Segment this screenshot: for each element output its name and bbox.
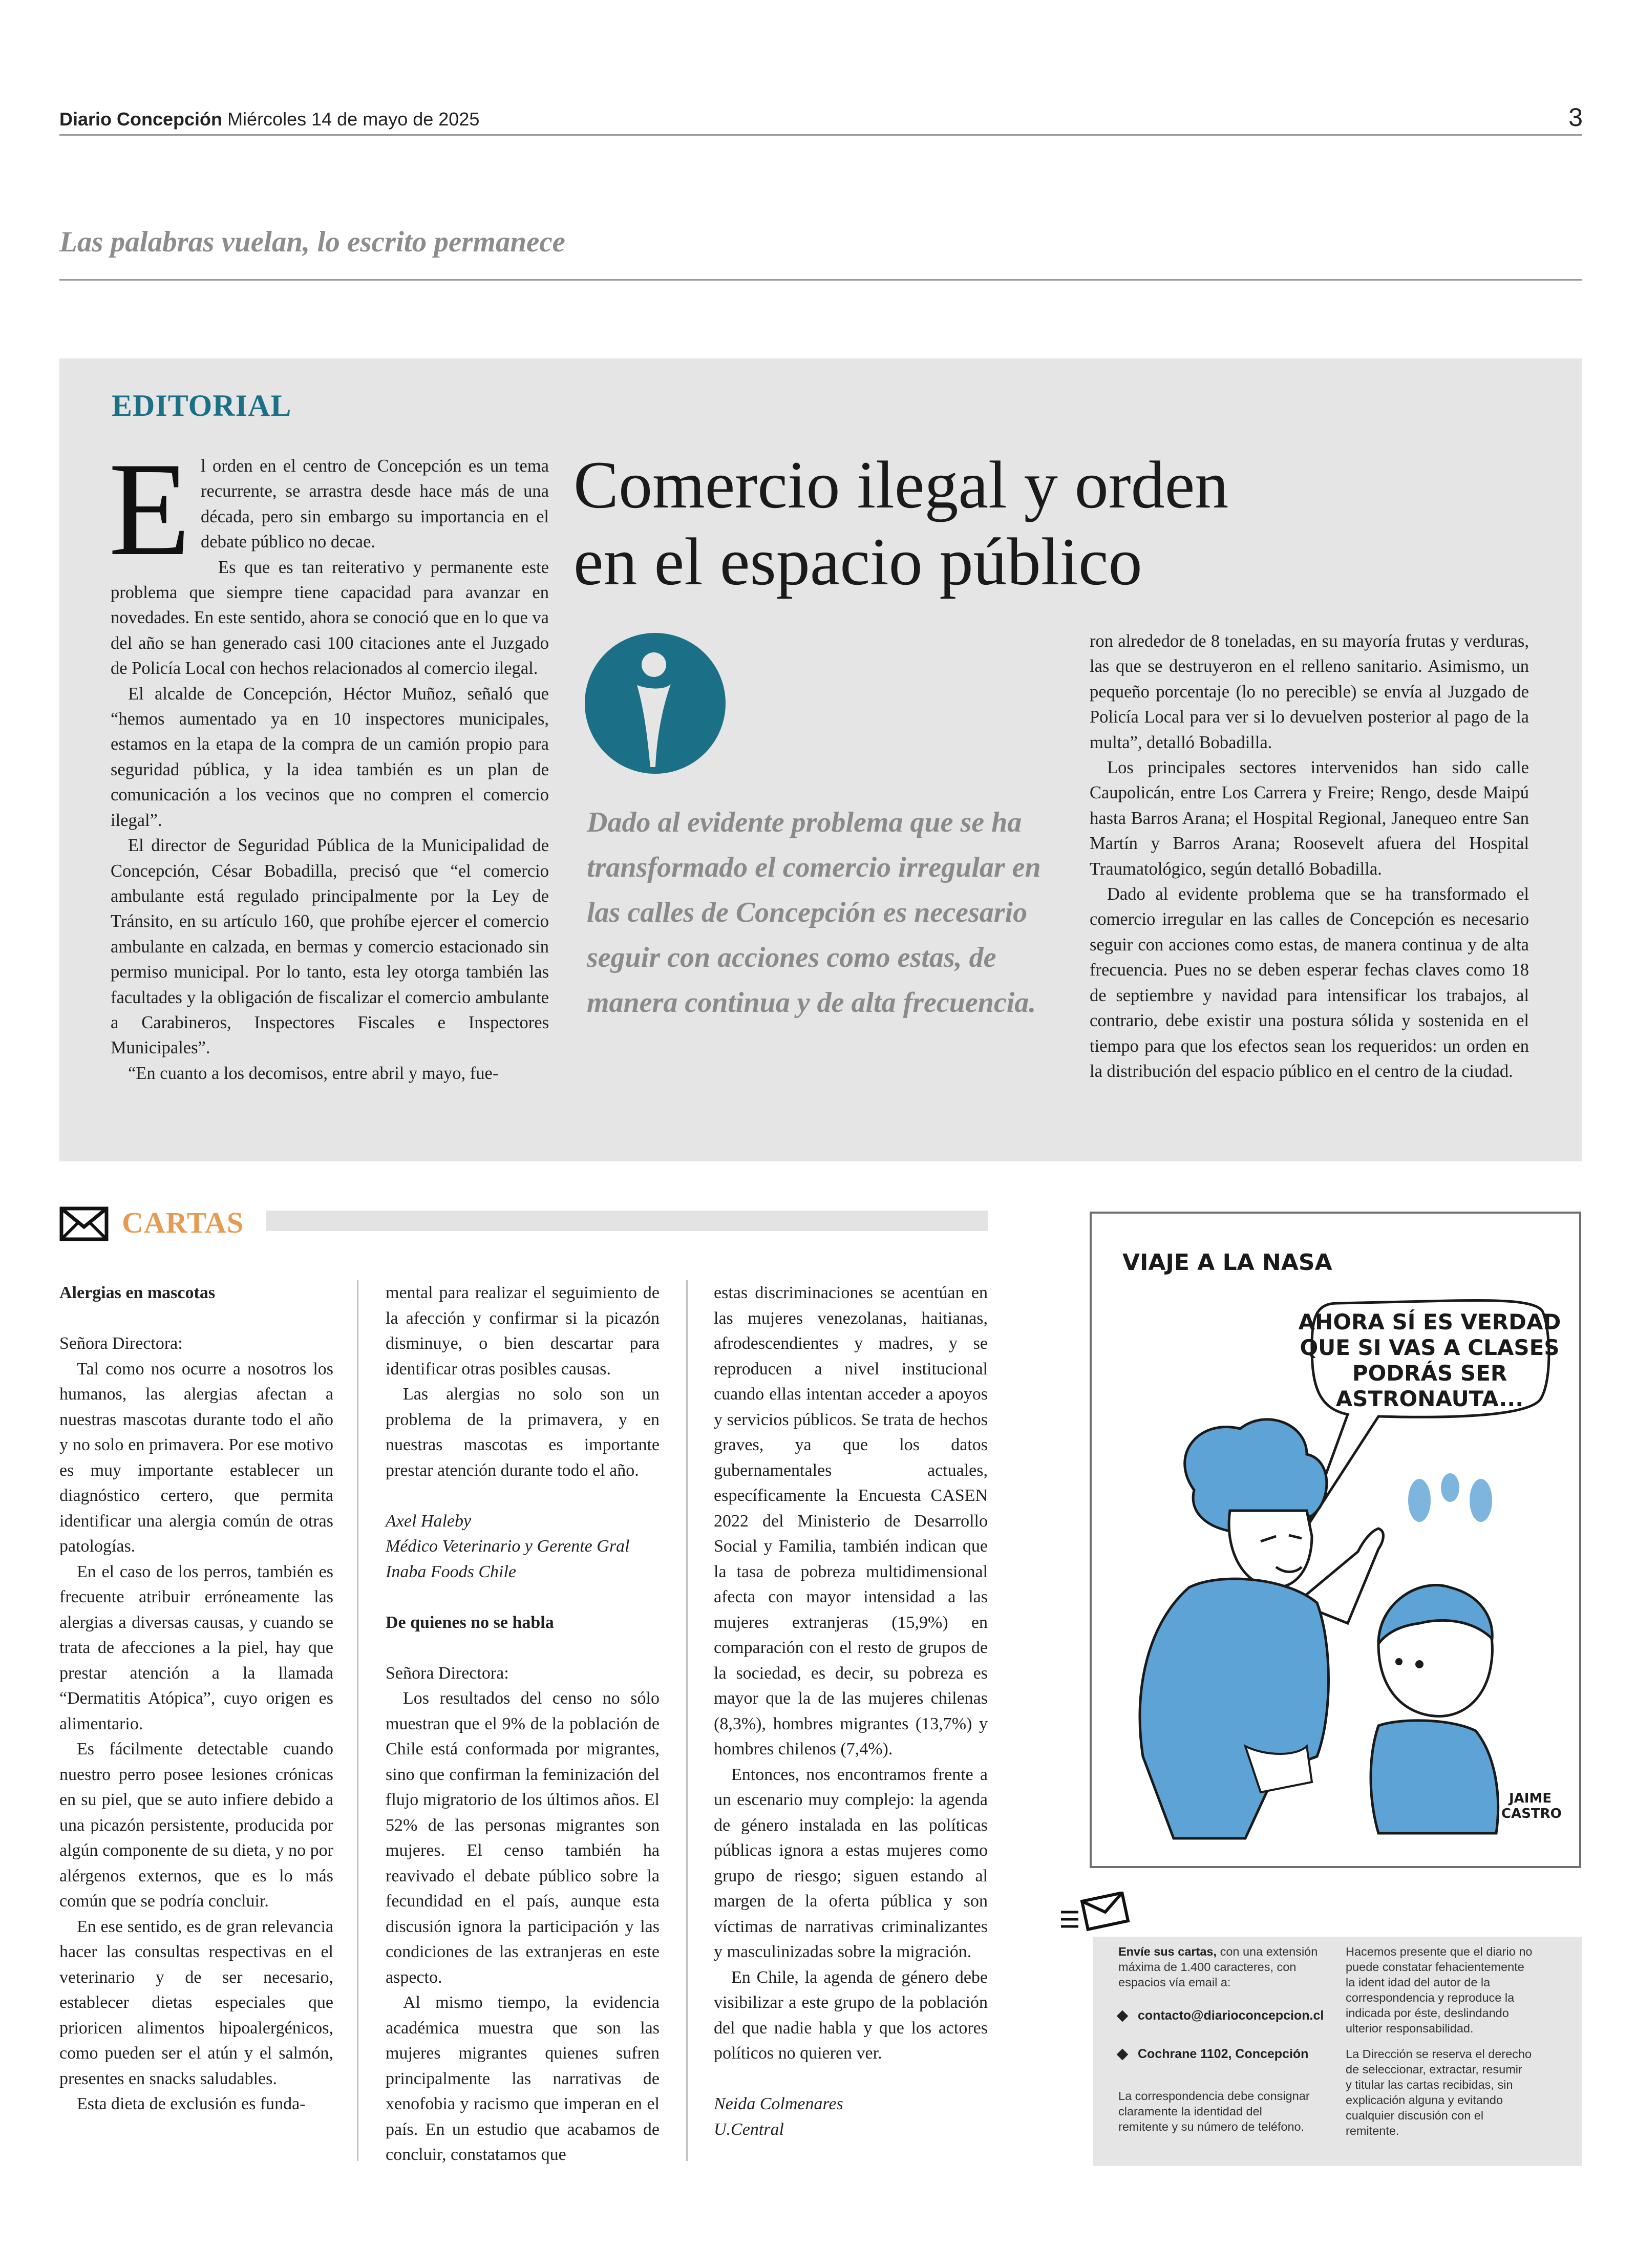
letter-title: Alergias en mascotas xyxy=(59,1283,216,1302)
speech-line: QUE SI VAS A CLASES xyxy=(1300,1335,1560,1360)
paper-name: Diario Concepción xyxy=(59,109,223,130)
disclaimer-editing: La Dirección se reserva el derecho de seleccionar, extractar, resumir y titular las cartas recibidas, sin explicación alguna y evitando cualquier discusión con el remitente. xyxy=(1346,2047,1532,2137)
email-contact: contacto@diarioconcepcion.cl xyxy=(1118,2008,1324,2023)
cartoonist-signature: JAIME xyxy=(1509,1791,1552,1806)
speech-line: AHORA SÍ ES VERDAD xyxy=(1298,1309,1561,1334)
disclaimer-identity: Hacemos presente que el diario no puede constatar fehacientemente la ident idad del autor de la correspondencia y reproduce la indicada por éste, deslindando ulterior responsabilidad. xyxy=(1346,1945,1533,2035)
newspaper-header xyxy=(59,109,479,130)
bullet-icon xyxy=(1117,2049,1129,2061)
cartas-header-bar xyxy=(266,1211,988,1231)
editorial-pull-quote: Dado al evidente problema que se ha transformado el comercio irregular en las calles de Concepción es necesario seguir con acciones como estas, de manera continua y de alta frecuencia. xyxy=(587,807,1041,1019)
page-number: 3 xyxy=(1568,103,1583,132)
column-divider xyxy=(686,1280,688,2161)
postal-address: Cochrane 1102, Concepción xyxy=(1118,2047,1308,2062)
letter-signature: Axel Haleby Médico Veterinario y Gerente Gral Inaba Foods Chile xyxy=(386,1511,630,1581)
editorial-label: EDITORIAL xyxy=(112,389,292,422)
cartoon-panel xyxy=(1090,1212,1581,1868)
section-slogan: Las palabras vuelan, lo escrito permanece xyxy=(59,226,565,258)
cartoon-title: VIAJE A LA NASA xyxy=(1122,1249,1332,1276)
letters-column-1: Alergias en mascotas Señora Directora: Tal como nos ocurre a nosotros los humanos, las alergias afectan a nuestras mascotas durante todo el año y no solo en primavera. Por ese motivo es muy importante establecer un diagnóstico certero, que permita identificar una alergia común de otras patologías. En el caso de los perros, también es frecuente atribuir erróneamente las alergias a diversas causas, y cuando se trata de afecciones a la piel, hay que prestar atención a la llamada “Dermatitis Atópica”, cuyo origen es alimentario. Es fácilmente detectable cuando nuestro perro posee lesiones crónicas en su piel, que se auto infiere debido a una picazón persistente, producida por algún componente de su dieta, y no por alérgenos externos, que es lo más común que se podría concluir. En ese sentido, es de gran relevancia hacer las consultas respectivas en el veterinario y de ser necesario, establecer dietas especiales que prioricen alimentos hipoalergénicos, como pueden ser el atún y el salmón, presentes en snacks saludables. Esta dieta de exclusión es funda- xyxy=(59,1280,333,2117)
cartoonist-signature: CASTRO xyxy=(1501,1806,1562,1821)
letters-column-3: estas discriminaciones se acentúan en las mujeres venezolanas, haitianas, afrodescendientes y madres, y se reproducen a nivel institucional cuando ellas intentan acceder a apoyos y servicios públicos. Se trata de hechos graves, ya que los datos gubernamentales actuales, específicamente la Encuesta CASEN 2022 del Ministerio de Desarrollo Social y Familia, también indican que la tasa de pobreza multidimensional afecta con mayor intensidad a las mujeres extranjeras (15,9%) en comparación con el resto de grupos de la sociedad, es decir, su pobreza es mayor que la de las mujeres chilenas (8,3%), hombres migrantes (13,7%) y hombres chilenos (7,4%). Entonces, nos encontramos frente a un escenario muy complejo: la agenda de género instalada en las políticas públicas ignora a estas mujeres como grupo de riesgo; siguen estando al margen de la oferta pública y son víctimas de narrativas criminalizantes y masculinizadas sobre la migración. En Chile, la agenda de género debe visibilizar a este grupo de la población del que nadie habla y que los actores políticos no quieren ver. Neida Colmenares U.Central xyxy=(714,1280,988,2142)
correspondence-note: La correspondencia debe consignar claramente la identidad del remitente y su número de teléfono. xyxy=(1118,2089,1310,2133)
header-rule xyxy=(59,134,1582,136)
issue-date: Miércoles 14 de mayo de 2025 xyxy=(227,109,480,130)
editorial-column-1: El orden en el centro de Concepción es un tema recurrente, se arrastra desde hace más de una década, pero sin embargo su importancia en el debate público no decae. Es que es tan reiterativo y permanente este problema que siempre tiene capacidad para avanzar en novedades. En este sentido, ahora se conoció que en lo que va del año se han generado casi 100 citaciones ante el Juzgado de Policía Local con hechos relacionados al comercio ilegal. El alcalde de Concepción, Héctor Muñoz, señaló que “hemos aumentado ya en 10 inspectores municipales, estamos en la etapa de la compra de un camión propio para seguridad pública, y la idea también es un plan de comunicación a los vecinos que no compren el comercio ilegal”. El director de Seguridad Pública de la Municipalidad de Concepción, César Bobadilla, precisó que “el comercio ambulante está regulado principalmente por la Ley de Tránsito, en su artículo 160, que prohíbe ejercer el comercio ambulante en calzada, en bermas y comercio estacionado sin permiso municipal. Por lo tanto, esta ley otorga también las facultades y la obligación de fiscalizar el comercio ambulante a Carabineros, Inspectores Fiscales e Inspectores Municipales”. “En cuanto a los decomisos, entre abril y mayo, fue- xyxy=(109,435,549,1083)
send-instructions: Envíe sus cartas, con una extensión máxima de 1.400 caracteres, con espacios vía email a: xyxy=(1118,1945,1318,1989)
letter-salutation: Señora Directora: xyxy=(59,1334,183,1353)
drop-cap: E xyxy=(109,435,191,583)
column-divider xyxy=(357,1280,358,2161)
slogan-rule xyxy=(59,279,1582,281)
speech-line: ASTRONAUTA... xyxy=(1335,1386,1524,1411)
letter-salutation: Señora Directora: xyxy=(386,1663,509,1683)
envelope-icon xyxy=(59,1205,109,1242)
bullet-icon xyxy=(1117,2010,1129,2022)
letter-signature: Neida Colmenares U.Central xyxy=(714,2094,843,2139)
info-icon xyxy=(585,633,726,774)
cartas-label: CARTAS xyxy=(122,1206,244,1239)
editorial-column-3: ron alrededor de 8 toneladas, en su mayoría frutas y verduras, las que se destruyeron en el relleno sanitario. Asimismo, un pequeño porcentaje (lo no perecible) se envía al Juzgado de Policía Local para ver si lo devuelven posterior al pago de la multa”, detalló Bobadilla. Los principales sectores intervenidos han sido calle Caupolicán, entre Los Carrera y Freire; Rengo, desde Maipú hasta Barros Arana; el Hospital Regional, Janequeo entre San Martín y Barros Arana; Roosevelt afuera del Hospital Traumatológico, según detalló Bobadilla. Dado al evidente problema que se ha transformado el comercio irregular en las calles de Concepción es necesario seguir con acciones como estas, de manera continua y de alta frecuencia. Pues no se deben esperar fechas claves como 18 de septiembre y navidad para intensificar los trabajos, al contrario, debe existir una postura sólida y sostenida en el tiempo para que los efectos sean los requeridos: un orden en la distribución del espacio público en el centro de la ciudad. xyxy=(1090,631,1529,1081)
letters-column-2: mental para realizar el seguimiento de la afección y confirmar si la picazón disminuye, o bien descartar para identificar otras posibles causas. Las alergias no solo son un problema de la primavera, y en nuestras mascotas es importante prestar atención durante todo el año. Axel Haleby Médico Veterinario y Gerente Gral Inaba Foods Chile De quienes no se habla Señora Directora: Los resultados del censo no sólo muestran que el 9% de la población de Chile está conformada por migrantes, sino que confirman la feminización del flujo migratorio de los últimos años. El 52% de las personas migrantes son mujeres. El censo también ha reavivado el debate público sobre la fecundidad en el país, aunque esta discusión ignora la participación y las condiciones de las extranjeras en este aspecto. Al mismo tiempo, la evidencia académica muestra que son las mujeres migrantes quienes sufren principalmente las narrativas de xenofobia y racismo que imperan en el país. En un estudio que acabamos de concluir, constatamos que xyxy=(386,1283,660,2164)
editorial-title: Comercio ilegal y orden en el espacio público xyxy=(573,447,1229,599)
send-letters-icon xyxy=(1058,1892,1135,1933)
speech-line: PODRÁS SER xyxy=(1352,1361,1507,1386)
letter-title: De quienes no se habla xyxy=(386,1613,554,1632)
